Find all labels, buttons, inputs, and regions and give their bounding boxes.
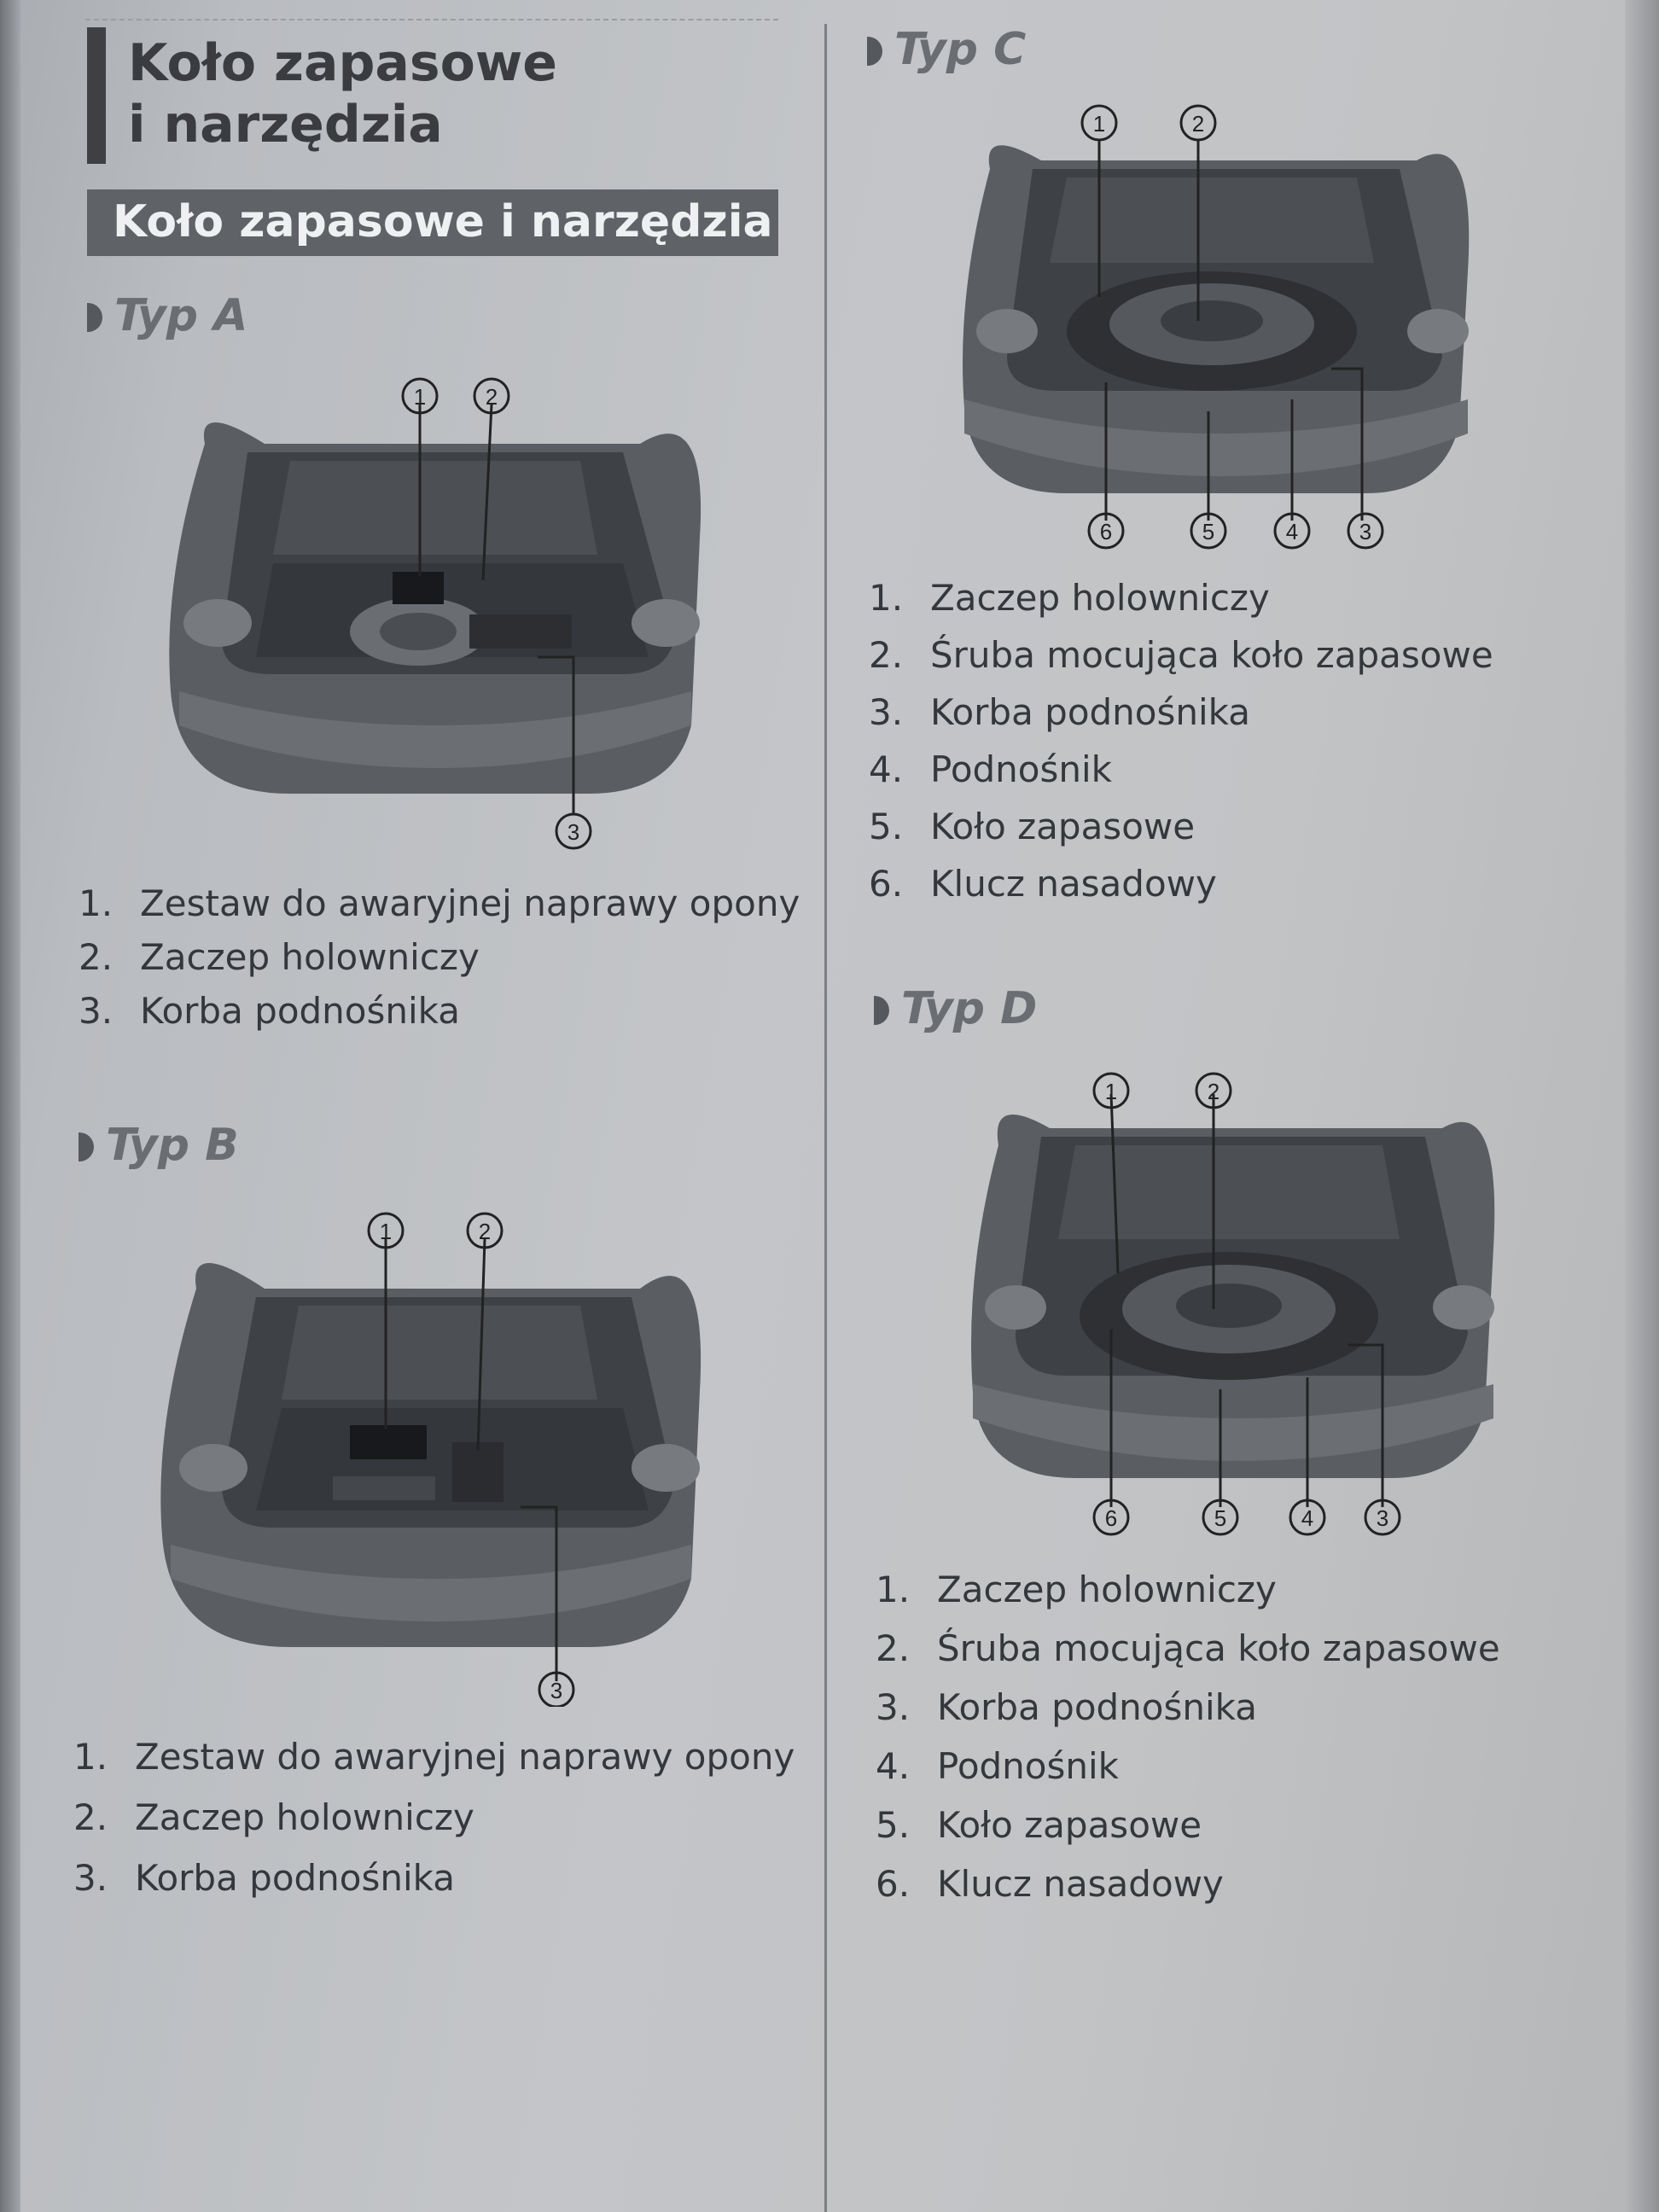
section-marker-icon: [79, 1132, 94, 1161]
top-dotted-rule: [85, 19, 778, 20]
heading-typ-a-text: Typ A: [114, 290, 248, 341]
legend-item: 2. Śruba mocująca koło zapasowe: [869, 634, 1493, 676]
heading-typ-d: [874, 983, 1037, 1034]
title-accent-bar: [87, 27, 106, 164]
svg-text:3: 3: [550, 1678, 563, 1703]
callout-1: [1094, 1074, 1128, 1108]
page-left-edge: [0, 0, 20, 2212]
trunk-illustration-typ-a: [145, 367, 725, 862]
section-marker-icon: [874, 996, 889, 1025]
trunk-illustration-typ-d: [947, 1068, 1511, 1546]
column-divider: [824, 24, 827, 2212]
callout-2: [468, 1214, 502, 1248]
legend-item: 2. Zaczep holowniczy: [79, 936, 480, 978]
callout-2: [474, 379, 509, 413]
heading-typ-b-text: Typ B: [106, 1120, 239, 1171]
legend-item: 3. Korba podnośnika: [73, 1857, 455, 1899]
section-marker-icon: [87, 303, 102, 332]
page-title-line2: i narzędzia: [128, 95, 443, 154]
svg-text:5: 5: [1214, 1505, 1227, 1531]
callout-1: [369, 1214, 403, 1248]
svg-text:2: 2: [1191, 111, 1205, 137]
callout-1: [403, 379, 437, 413]
page-right-edge: [1625, 0, 1659, 2212]
callout-4: [1275, 514, 1309, 548]
legend-item: 5. Koło zapasowe: [876, 1804, 1202, 1846]
callout-2: [1181, 106, 1215, 140]
legend-item: 6. Klucz nasadowy: [876, 1863, 1224, 1905]
callout-6: [1089, 514, 1123, 548]
page-title-line1: Koło zapasowe: [128, 33, 557, 93]
legend-list-typ-d: [876, 1569, 1500, 1905]
legend-item: 1. Zaczep holowniczy: [869, 577, 1270, 619]
legend-list-typ-b: [73, 1736, 795, 1899]
svg-text:2: 2: [478, 1219, 492, 1244]
legend-list-typ-a: [79, 882, 800, 1032]
callout-4: [1290, 1500, 1324, 1534]
legend-item: 2. Śruba mocująca koło zapasowe: [876, 1627, 1500, 1669]
section-banner-text: Koło zapasowe i narzędzia: [113, 196, 773, 247]
legend-item: 3. Korba podnośnika: [876, 1686, 1257, 1728]
callout-5: [1191, 514, 1225, 548]
svg-text:3: 3: [1359, 519, 1372, 544]
svg-text:6: 6: [1099, 519, 1113, 544]
heading-typ-b: [79, 1120, 239, 1171]
legend-item: 2. Zaczep holowniczy: [73, 1796, 474, 1838]
svg-text:2: 2: [1207, 1079, 1220, 1104]
legend-item: 4. Podnośnik: [869, 748, 1112, 790]
svg-text:1: 1: [379, 1219, 393, 1244]
legend-item: 5. Koło zapasowe: [869, 806, 1196, 847]
legend-item: 1. Zestaw do awaryjnej naprawy opony: [79, 882, 800, 924]
section-banner: [87, 189, 778, 256]
callout-3: [1348, 514, 1382, 548]
heading-typ-c-text: Typ C: [894, 24, 1027, 75]
trunk-illustration-typ-b: [145, 1203, 725, 1707]
section-marker-icon: [867, 37, 882, 66]
svg-text:4: 4: [1285, 519, 1299, 544]
svg-text:3: 3: [567, 819, 580, 845]
trunk-illustration-typ-c: [939, 101, 1485, 562]
page-title: [128, 32, 557, 155]
heading-typ-d-text: Typ D: [901, 983, 1038, 1034]
svg-text:1: 1: [413, 384, 427, 410]
legend-item: 6. Klucz nasadowy: [869, 863, 1217, 905]
legend-item: 3. Korba podnośnika: [869, 691, 1250, 733]
callout-3: [556, 814, 591, 848]
callout-1: [1082, 106, 1116, 140]
svg-text:1: 1: [1104, 1079, 1118, 1104]
legend-item: 3. Korba podnośnika: [79, 990, 460, 1032]
callout-2: [1196, 1074, 1231, 1108]
svg-text:4: 4: [1301, 1505, 1314, 1531]
svg-text:6: 6: [1104, 1505, 1118, 1531]
svg-text:3: 3: [1376, 1505, 1389, 1531]
legend-item: 4. Podnośnik: [876, 1745, 1119, 1787]
callout-3: [1365, 1500, 1400, 1534]
legend-item: 1. Zaczep holowniczy: [876, 1569, 1277, 1610]
svg-text:5: 5: [1202, 519, 1215, 544]
heading-typ-a: [87, 290, 247, 341]
callout-5: [1203, 1500, 1237, 1534]
svg-text:2: 2: [485, 384, 498, 410]
callout-3: [539, 1673, 573, 1707]
legend-list-typ-c: [869, 577, 1493, 905]
legend-item: 1. Zestaw do awaryjnej naprawy opony: [73, 1736, 795, 1778]
callout-6: [1094, 1500, 1128, 1534]
heading-typ-c: [867, 24, 1026, 75]
svg-text:1: 1: [1092, 111, 1106, 137]
